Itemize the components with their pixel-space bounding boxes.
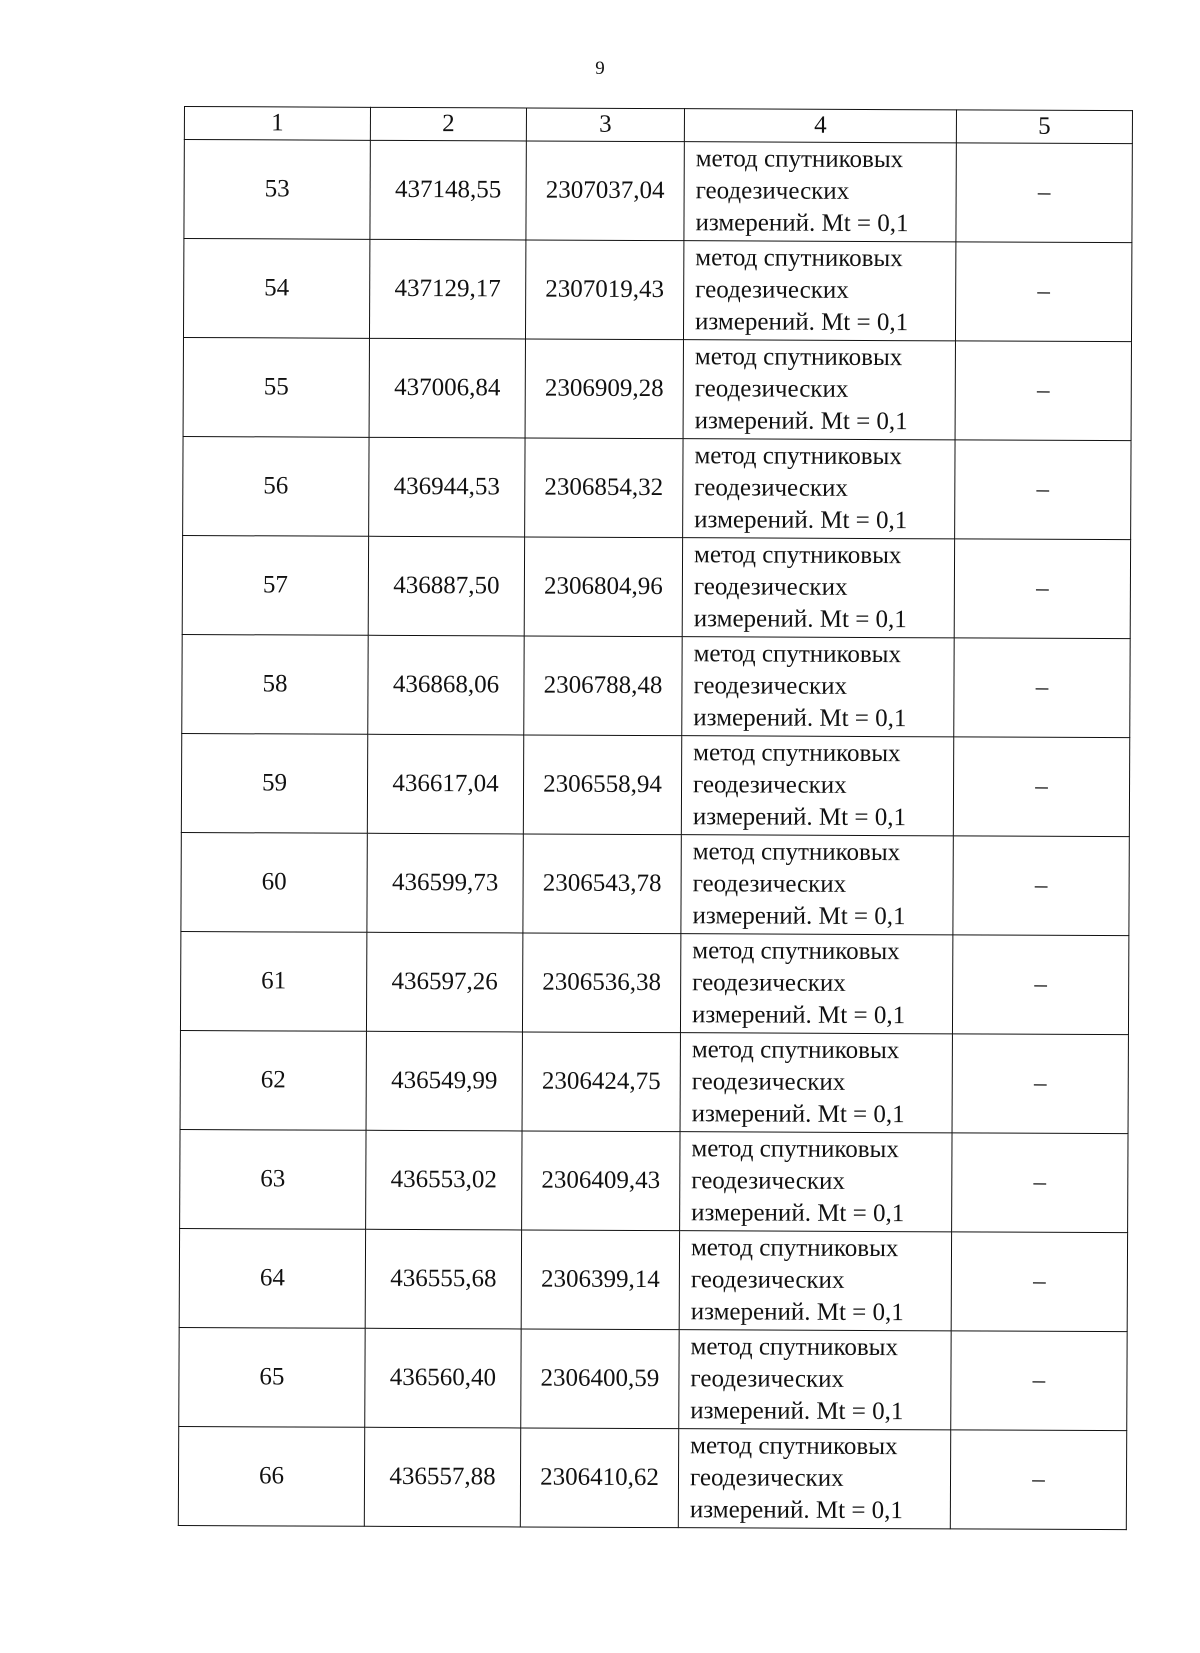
- x-coordinate-cell: 436617,04: [367, 734, 523, 834]
- x-coordinate-cell: 436555,68: [365, 1229, 521, 1329]
- table-body: [178, 140, 1132, 1530]
- note-cell: –: [952, 935, 1128, 1035]
- x-coordinate-cell: 436557,88: [364, 1427, 520, 1527]
- point-number-cell: 61: [180, 931, 366, 1031]
- point-number-cell: 64: [179, 1228, 365, 1328]
- table-row: [179, 1228, 1127, 1331]
- column-header-1: 1: [184, 107, 370, 141]
- table-row: [179, 1327, 1127, 1430]
- page-number: 9: [595, 58, 605, 79]
- method-cell: метод спутниковых геодезических измерений. Mt = 0,1: [680, 934, 952, 1034]
- table-row: [184, 140, 1132, 243]
- point-number-cell: 58: [182, 634, 368, 734]
- y-coordinate-cell: 2306788,48: [524, 636, 682, 736]
- method-cell: метод спутниковых геодезических измерений. Mt = 0,1: [682, 538, 954, 638]
- table-row: [180, 1030, 1128, 1133]
- point-number-cell: 62: [180, 1030, 366, 1130]
- method-cell: метод спутниковых геодезических измерений. Mt = 0,1: [681, 736, 953, 836]
- y-coordinate-cell: 2306909,28: [525, 339, 683, 439]
- table-header: [184, 107, 1132, 144]
- y-coordinate-cell: 2307037,04: [526, 141, 684, 241]
- y-coordinate-cell: 2306558,94: [523, 735, 681, 835]
- column-header-4: 4: [684, 109, 956, 143]
- x-coordinate-cell: 436868,06: [368, 635, 524, 735]
- coordinates-table: [178, 106, 1133, 1530]
- column-header-2: 2: [370, 107, 526, 141]
- point-number-cell: 57: [182, 535, 368, 635]
- note-cell: –: [953, 836, 1129, 936]
- point-number-cell: 55: [183, 337, 369, 437]
- x-coordinate-cell: 436549,99: [366, 1031, 522, 1131]
- table-row: [180, 1129, 1128, 1232]
- y-coordinate-cell: 2306400,59: [521, 1329, 679, 1429]
- table-row: [182, 535, 1130, 638]
- method-cell: метод спутниковых геодезических измерений. Mt = 0,1: [680, 1132, 952, 1232]
- method-cell: метод спутниковых геодезических измерений. Mt = 0,1: [683, 340, 955, 440]
- column-header-5: 5: [956, 110, 1132, 144]
- x-coordinate-cell: 436599,73: [367, 833, 523, 933]
- note-cell: –: [955, 440, 1131, 540]
- method-cell: метод спутниковых геодезических измерений. Mt = 0,1: [683, 241, 955, 341]
- y-coordinate-cell: 2306424,75: [522, 1032, 680, 1132]
- note-cell: –: [951, 1232, 1127, 1332]
- method-cell: метод спутниковых геодезических измерений. Mt = 0,1: [679, 1330, 951, 1430]
- note-cell: –: [955, 242, 1131, 342]
- table-row: [182, 634, 1130, 737]
- column-header-3: 3: [526, 108, 684, 142]
- y-coordinate-cell: 2306409,43: [522, 1131, 680, 1231]
- table-row: [181, 832, 1129, 935]
- note-cell: –: [956, 143, 1132, 243]
- method-cell: метод спутниковых геодезических измерений. Mt = 0,1: [678, 1429, 950, 1529]
- point-number-cell: 53: [184, 140, 370, 240]
- table-row: [180, 931, 1128, 1034]
- y-coordinate-cell: 2306536,38: [522, 933, 680, 1033]
- table-row: [181, 733, 1129, 836]
- note-cell: –: [952, 1133, 1128, 1233]
- table-row: [178, 1426, 1126, 1529]
- note-cell: –: [955, 341, 1131, 441]
- table-row: [183, 436, 1131, 539]
- x-coordinate-cell: 437148,55: [370, 140, 526, 240]
- x-coordinate-cell: 436944,53: [369, 437, 525, 537]
- x-coordinate-cell: 436553,02: [366, 1130, 522, 1230]
- y-coordinate-cell: 2307019,43: [525, 240, 683, 340]
- method-cell: метод спутниковых геодезических измерений. Mt = 0,1: [681, 835, 953, 935]
- point-number-cell: 66: [178, 1426, 364, 1526]
- x-coordinate-cell: 437006,84: [369, 338, 525, 438]
- x-coordinate-cell: 436887,50: [368, 536, 524, 636]
- method-cell: метод спутниковых геодезических измерений. Mt = 0,1: [680, 1033, 952, 1133]
- point-number-cell: 60: [181, 832, 367, 932]
- point-number-cell: 56: [183, 436, 369, 536]
- note-cell: –: [950, 1430, 1126, 1530]
- y-coordinate-cell: 2306410,62: [520, 1428, 678, 1528]
- y-coordinate-cell: 2306804,96: [524, 537, 682, 637]
- method-cell: метод спутниковых геодезических измерений. Mt = 0,1: [684, 142, 956, 242]
- y-coordinate-cell: 2306543,78: [523, 834, 681, 934]
- note-cell: –: [952, 1034, 1128, 1134]
- point-number-cell: 63: [180, 1129, 366, 1229]
- point-number-cell: 54: [183, 239, 369, 339]
- method-cell: метод спутниковых геодезических измерений. Mt = 0,1: [682, 637, 954, 737]
- note-cell: –: [954, 638, 1130, 738]
- y-coordinate-cell: 2306854,32: [525, 438, 683, 538]
- method-cell: метод спутниковых геодезических измерений. Mt = 0,1: [679, 1231, 951, 1331]
- note-cell: –: [951, 1331, 1127, 1431]
- note-cell: –: [953, 737, 1129, 837]
- table-row: [183, 337, 1131, 440]
- x-coordinate-cell: 436597,26: [366, 932, 522, 1032]
- table-row: [183, 239, 1131, 342]
- x-coordinate-cell: 436560,40: [365, 1328, 521, 1428]
- point-number-cell: 59: [181, 733, 367, 833]
- header-row: [184, 107, 1132, 144]
- note-cell: –: [954, 539, 1130, 639]
- point-number-cell: 65: [179, 1327, 365, 1427]
- y-coordinate-cell: 2306399,14: [521, 1230, 679, 1330]
- x-coordinate-cell: 437129,17: [369, 239, 525, 339]
- method-cell: метод спутниковых геодезических измерений. Mt = 0,1: [683, 439, 955, 539]
